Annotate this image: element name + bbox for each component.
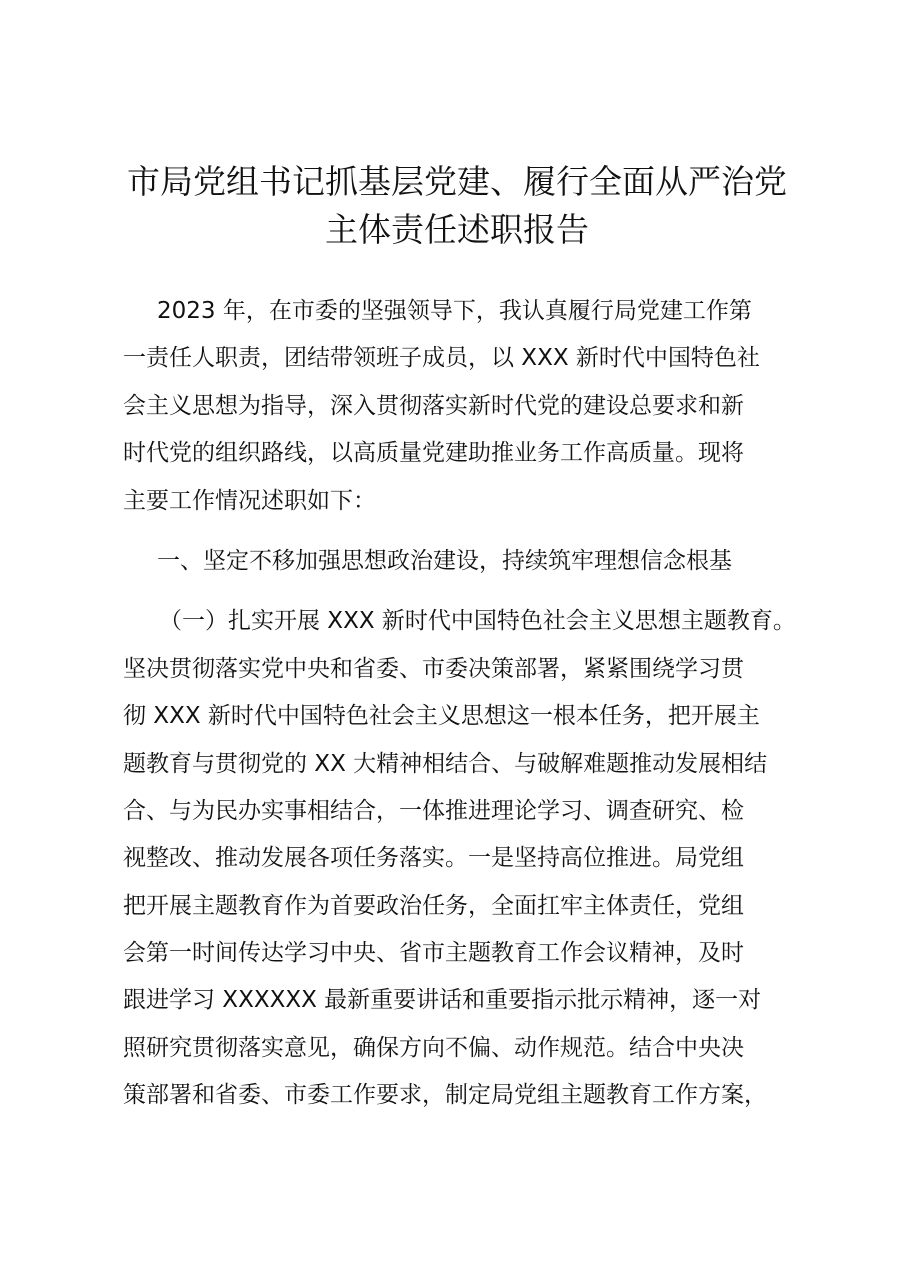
paragraph-line: 把开展主题教育作为首要政治任务，全面扛牢主体责任，党组 xyxy=(123,892,744,919)
subsection-paragraph xyxy=(123,598,803,1119)
paragraph-line: 彻 XXX 新时代中国特色社会主义思想这一根本任务，把开展主 xyxy=(123,703,760,730)
title-line-1: 市局党组书记抓基层党建、履行全面从严治党 xyxy=(127,162,787,201)
section-heading xyxy=(123,538,803,585)
paragraph-line: 一责任人职责，团结带领班子成员，以 XXX 新时代中国特色社 xyxy=(123,345,760,372)
paragraph-line: 合、与为民办实事相结合，一体推进理论学习、调查研究、检 xyxy=(123,797,744,824)
paragraph-line: 2023 年，在市委的坚强领导下，我认真履行局党建工作第 xyxy=(157,298,752,324)
document-body xyxy=(123,288,803,1120)
paragraph-line: 坚决贯彻落实党中央和省委、市委决策部署，紧紧围绕学习贯 xyxy=(123,655,744,682)
intro-paragraph xyxy=(123,288,803,525)
title-line-2: 主体责任述职报告 xyxy=(325,210,589,249)
paragraph-line: 主要工作情况述职如下： xyxy=(123,487,376,514)
paragraph-line: （一）扎实开展 XXX 新时代中国特色社会主义思想主题教育。 xyxy=(159,608,796,635)
paragraph-line: 照研究贯彻落实意见，确保方向不偏、动作规范。结合中央决 xyxy=(123,1034,744,1061)
paragraph-line: 策部署和省委、市委工作要求，制定局党组主题教育工作方案， xyxy=(123,1082,767,1109)
section-heading-line: 一、坚定不移加强思想政治建设，持续筑牢理想信念根基 xyxy=(157,547,732,574)
paragraph-line: 题教育与贯彻党的 XX 大精神相结合、与破解难题推动发展相结 xyxy=(123,750,768,777)
paragraph-line: 会第一时间传达学习中央、省市主题教育工作会议精神，及时 xyxy=(123,940,744,967)
paragraph-line: 跟进学习 XXXXXX 最新重要讲话和重要指示批示精神，逐一对 xyxy=(123,987,762,1014)
paragraph-line: 时代党的组织路线，以高质量党建助推业务工作高质量。现将 xyxy=(123,440,744,467)
paragraph-line: 会主义思想为指导，深入贯彻落实新时代党的建设总要求和新 xyxy=(123,392,744,419)
paragraph-line: 视整改、推动发展各项任务落实。一是坚持高位推进。局党组 xyxy=(123,845,744,872)
document-title xyxy=(112,158,802,254)
